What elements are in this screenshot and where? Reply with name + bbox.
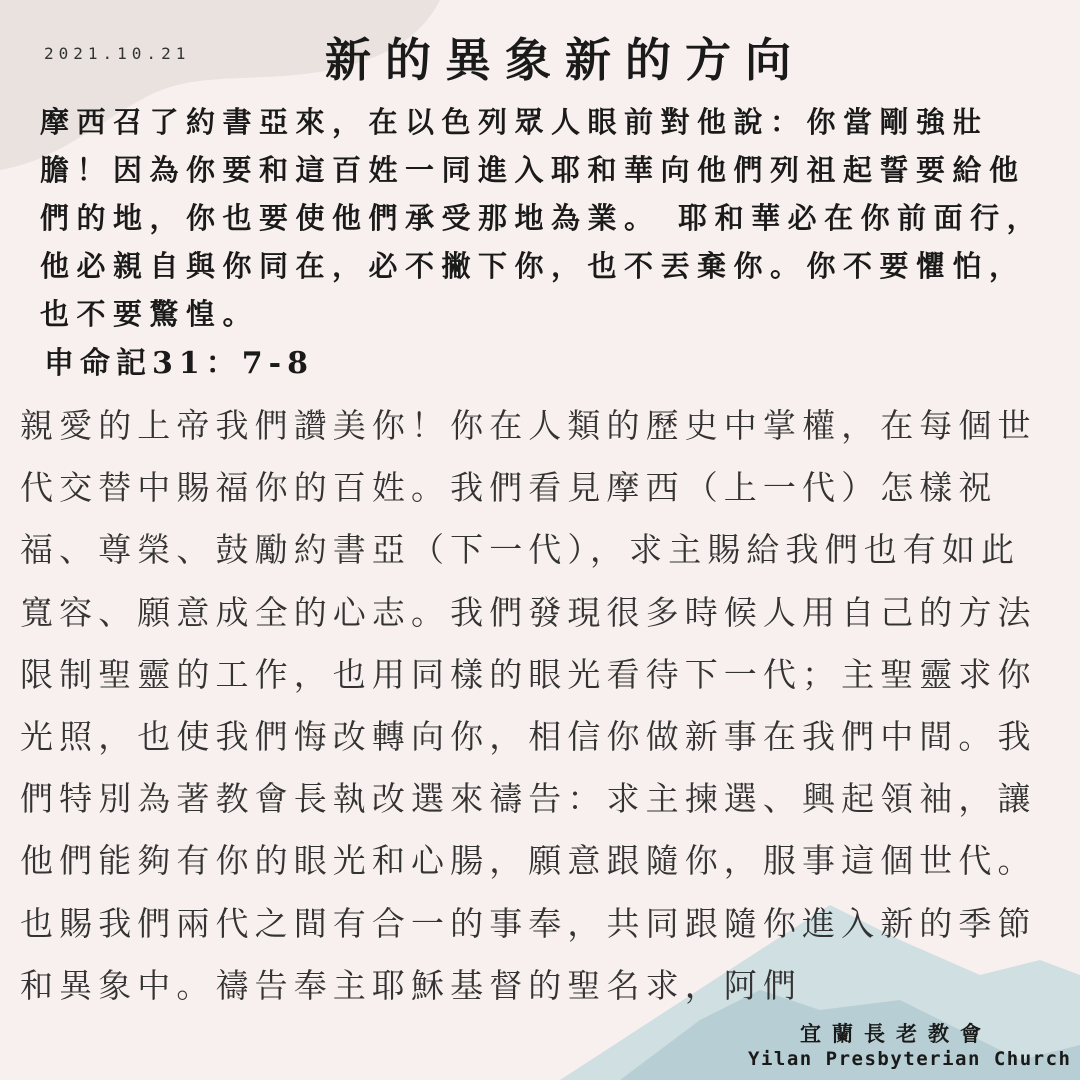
scripture-verse: 摩西召了約書亞來，在以色列眾人眼前對他說：你當剛強壯膽！因為你要和這百姓一同進入耶和華向他們列祖起誓要給他們的地，你也要使他們承受那地為業。 耶和華必在你前面行，他必親自與你同在，必不撇下你，也不丟棄你。你不要懼怕，也不要驚惶。 [40,105,1044,331]
date-label: 2021.10.21 [44,44,191,63]
scripture-reference: 申命記31：7-8 [44,346,314,381]
church-english-name: Yilan Presbyterian Church [748,1048,1072,1070]
prayer-text: 親愛的上帝我們讚美你！你在人類的歷史中掌權，在每個世代交替中賜福你的百姓。我們看見摩西（上一代）怎樣祝福、尊榮、鼓勵約書亞（下一代），求主賜給我們也有如此寬容、願意成全的心志。我們發現很多時候人用自己的方法限制聖靈的工作，也用同樣的眼光看待下一代；主聖靈求你光照，也使我們悔改轉向你，相信你做新事在我們中間。我們特別為著教會長執改選來禱告：求主揀選、興起領袖，讓他們能夠有你的眼光和心腸，願意跟隨你，服事這個世代。也賜我們兩代之間有合一的事奉，共同跟隨你進入新的季節和異象中。禱告奉主耶穌基督的聖名求，阿們 [20,406,1037,1005]
page-title: 新的異象新的方向 [325,33,805,87]
church-name: 宜蘭長老教會 [800,1021,992,1046]
